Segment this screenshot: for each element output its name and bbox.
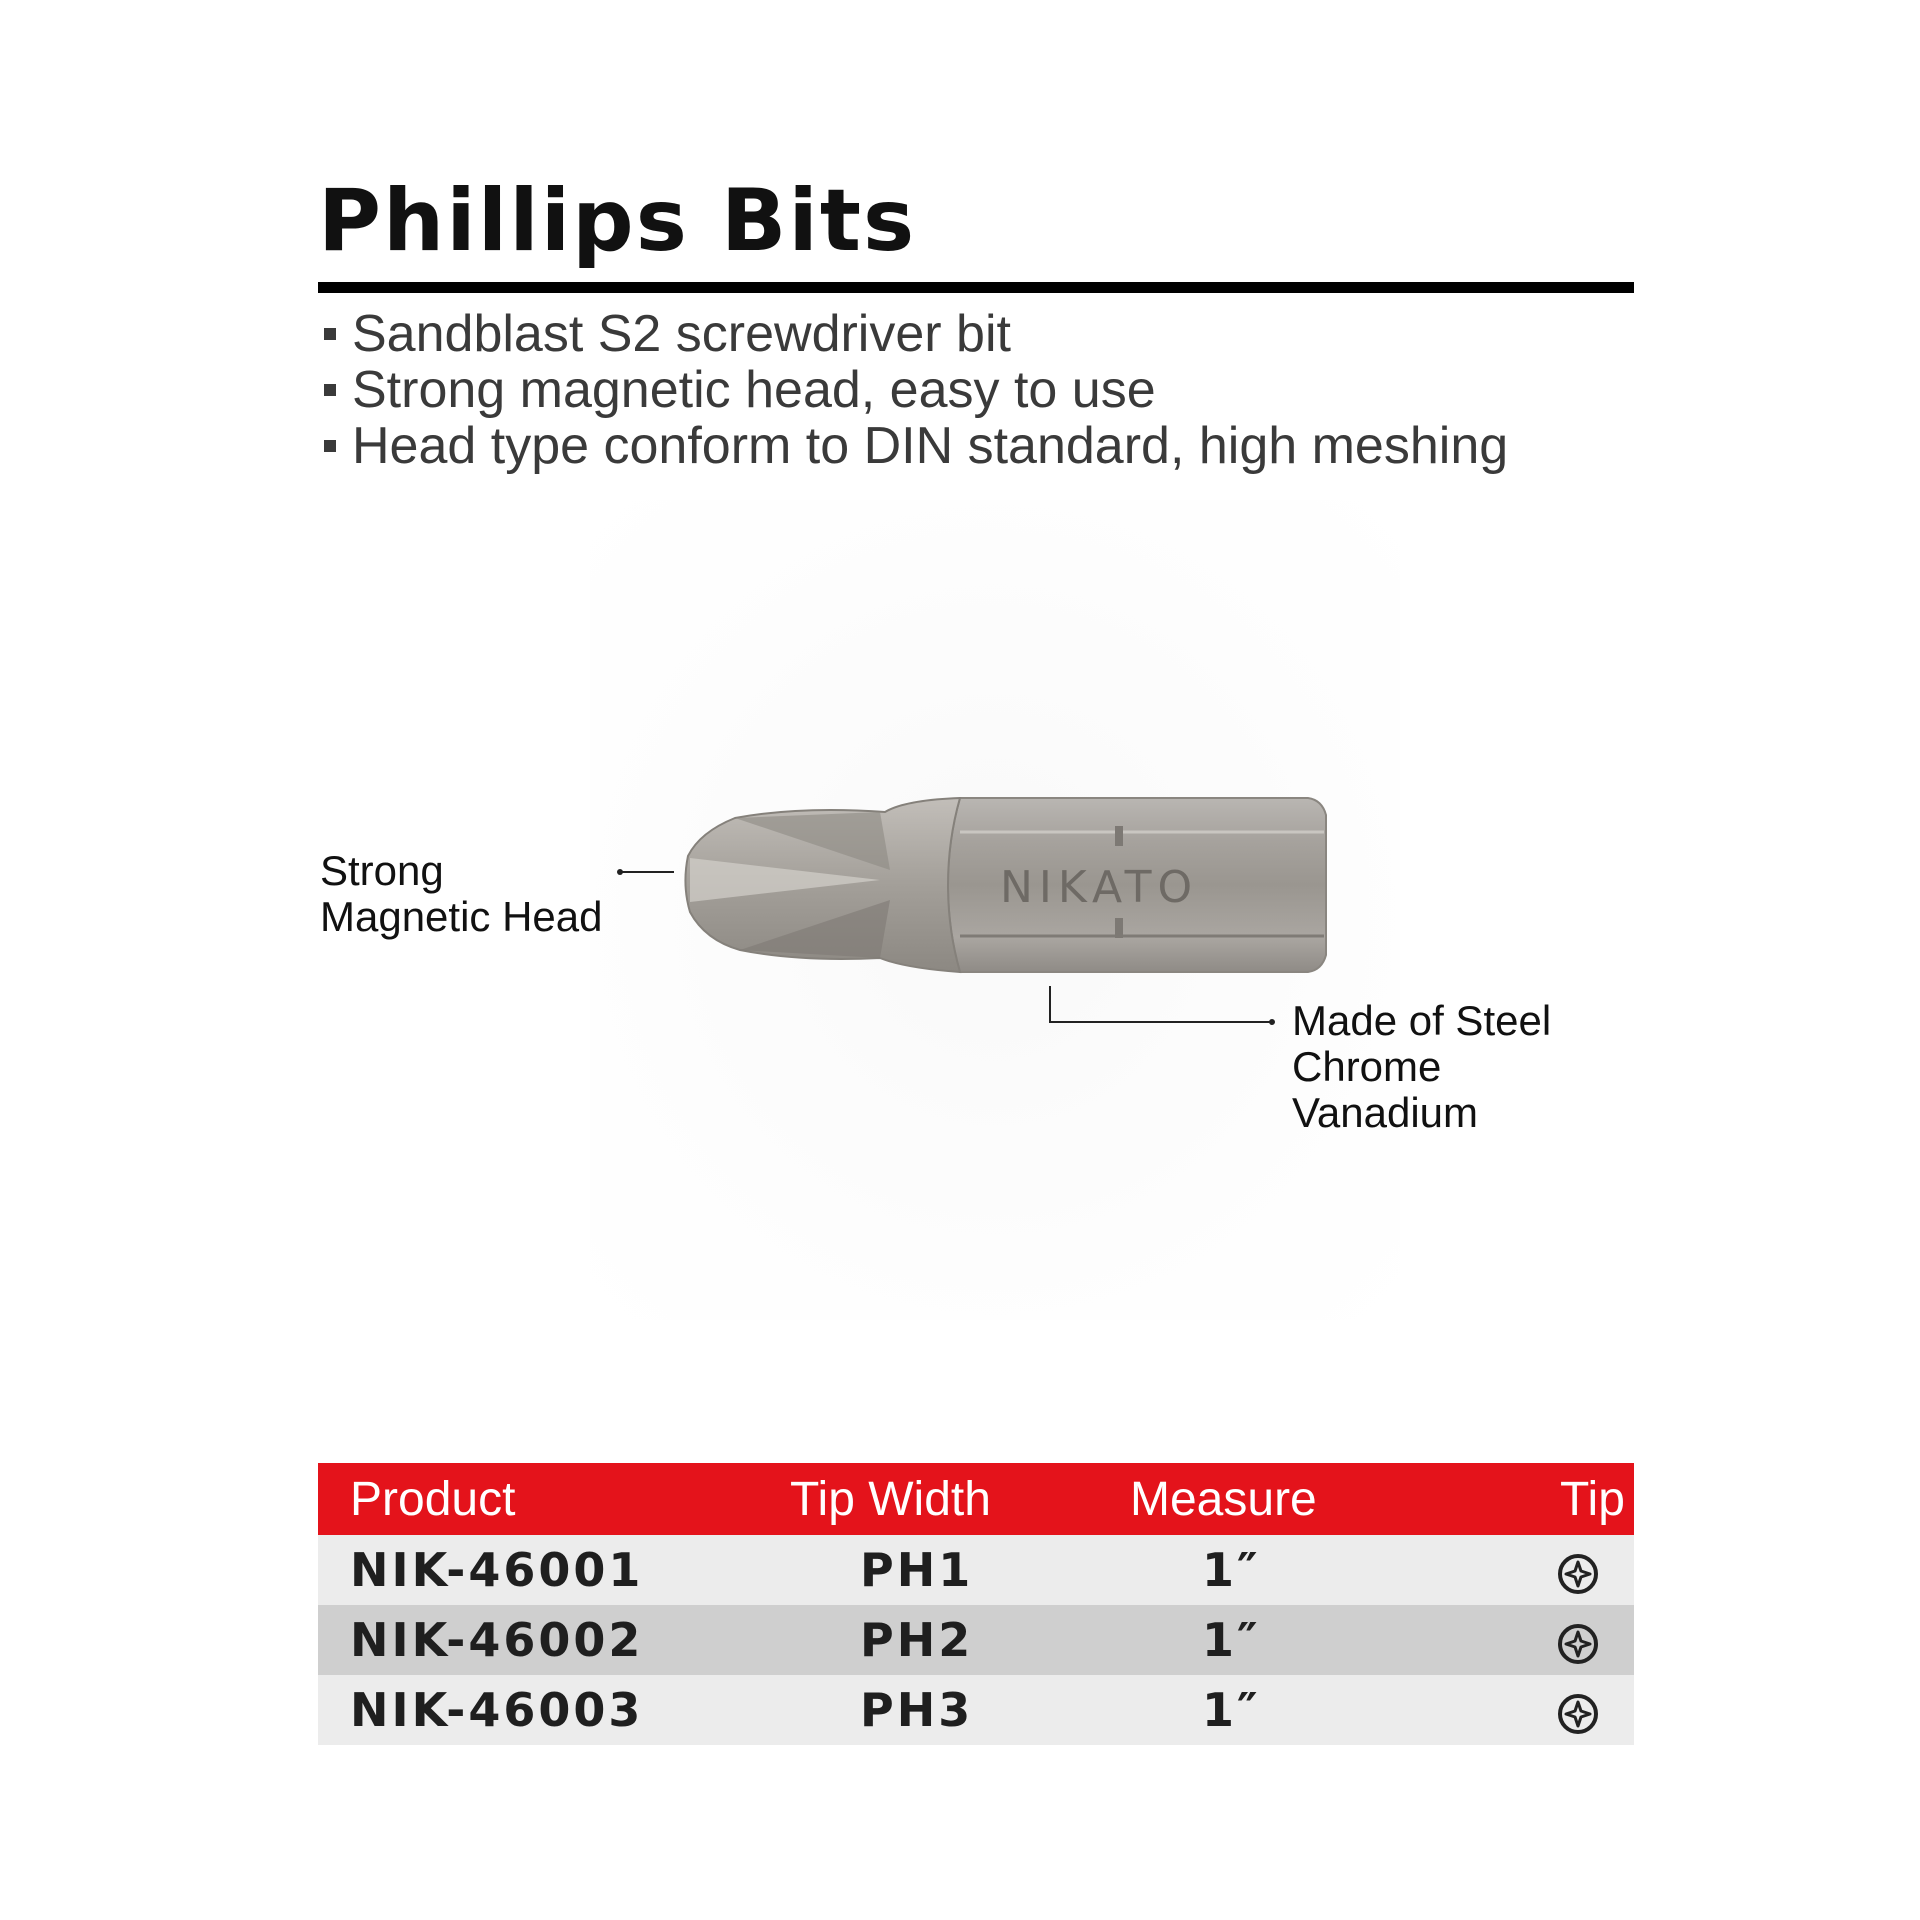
callout-right-leader bbox=[1050, 986, 1272, 1022]
callout-steel-material: Made of Steel Chrome Vanadium bbox=[1292, 997, 1552, 1136]
column-header-measure: Measure bbox=[1090, 1463, 1522, 1535]
table-row bbox=[318, 1675, 1634, 1745]
tip-width: PH2 bbox=[730, 1605, 1090, 1675]
table-row bbox=[318, 1605, 1634, 1675]
table-row bbox=[318, 1535, 1634, 1605]
product-code: NIK-46001 bbox=[318, 1535, 730, 1605]
tip-width: PH3 bbox=[730, 1675, 1090, 1745]
page-title: Phillips Bits bbox=[318, 171, 917, 271]
tip-cell bbox=[1522, 1605, 1634, 1675]
column-header-product: Product bbox=[318, 1463, 730, 1535]
column-header-tip-width: Tip Width bbox=[730, 1463, 1090, 1535]
column-header-tip: Tip bbox=[1522, 1463, 1634, 1535]
measure: 1″ bbox=[1090, 1605, 1522, 1675]
product-code: NIK-46002 bbox=[318, 1605, 730, 1675]
brand-mark: NIKATO bbox=[1000, 862, 1199, 913]
feature-item: Strong magnetic head, easy to use bbox=[318, 362, 1508, 418]
tip-cell bbox=[1522, 1675, 1634, 1745]
tip-cell bbox=[1522, 1535, 1634, 1605]
product-code: NIK-46003 bbox=[318, 1675, 730, 1745]
feature-item: Sandblast S2 screwdriver bit bbox=[318, 306, 1508, 362]
callout-magnetic-head: Strong Magnetic Head bbox=[320, 847, 603, 940]
feature-item: Head type conform to DIN standard, high meshing bbox=[318, 418, 1508, 474]
phillips-tip-icon bbox=[1556, 1622, 1600, 1666]
table-header-row bbox=[318, 1463, 1634, 1535]
measure: 1″ bbox=[1090, 1535, 1522, 1605]
tip-width: PH1 bbox=[730, 1535, 1090, 1605]
measure: 1″ bbox=[1090, 1675, 1522, 1745]
phillips-tip-icon bbox=[1556, 1552, 1600, 1596]
phillips-tip-icon bbox=[1556, 1692, 1600, 1736]
spec-table bbox=[318, 1463, 1634, 1745]
